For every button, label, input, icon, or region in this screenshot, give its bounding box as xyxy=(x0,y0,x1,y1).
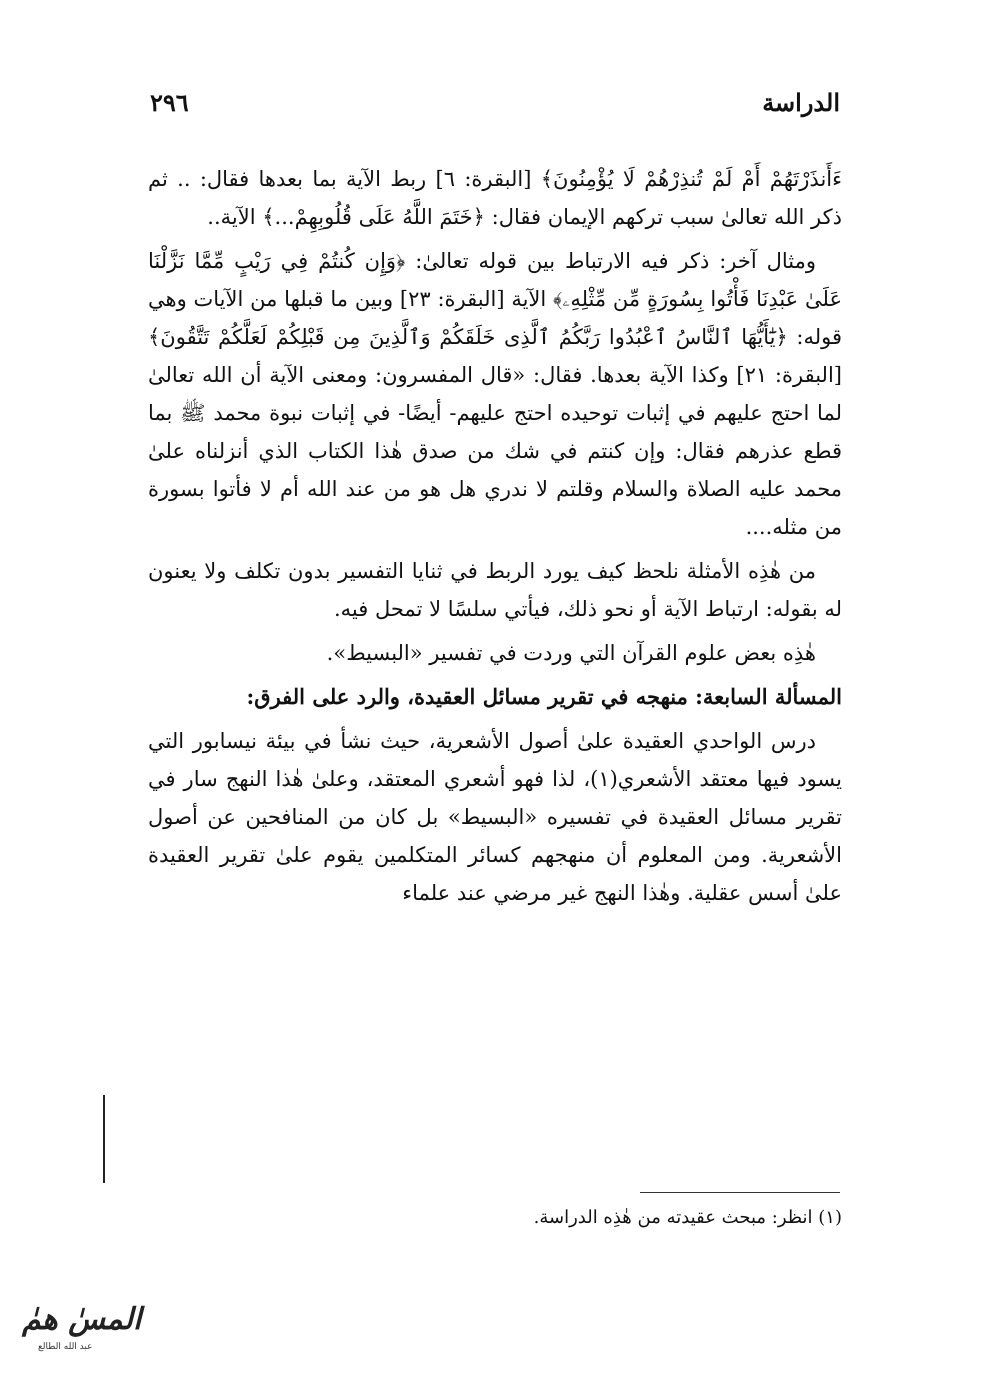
main-text xyxy=(148,160,842,918)
logo-calligraphy: المسٰ همٰ xyxy=(22,1302,142,1337)
section-heading: المسألة السابعة: منهجه في تقرير مسائل العقيدة، والرد على الفرق: xyxy=(246,684,842,709)
page-header xyxy=(150,88,840,128)
margin-line xyxy=(103,1095,105,1183)
paragraph: من هٰذِه الأمثلة نلحظ كيف يورد الربط في ثنايا التفسير بدون تكلف ولا يعنون له بقوله: ارتباط الآية أو نحو ذلك، فيأتي سلسًا لا تمحل فيه. xyxy=(148,559,842,621)
paragraph: ءَأَنذَرْتَهُمْ أَمْ لَمْ تُنذِرْهُمْ لَا يُؤْمِنُونَ﴾ [البقرة: ٦] ربط الآية بما بعدها فقال: .. ثم ذكر الله تعالىٰ سبب تركهم الإيمان فقال: ﴿خَتَمَ اللَّهُ عَلَى قُلُوبِهِمْ...﴾ الآية.. xyxy=(148,167,842,229)
logo-subtext: عبد الله الطالع xyxy=(38,1342,93,1352)
paragraph: هٰذِه بعض علوم القرآن التي وردت في تفسير «البسيط». xyxy=(326,641,816,665)
paragraph: ومثال آخر: ذكر فيه الارتباط بين قوله تعالىٰ: ﴿وَإِن كُنتُمْ فِي رَيْبٍ مِّمَّا نَزَّلْنَا عَلَىٰ عَبْدِنَا فَأْتُوا بِسُورَةٍ مِّن مِّثْلِهِۦ﴾ الآية [البقرة: ٢٣] وبين ما قبلها من الآيات وهي قوله: ﴿يَٰٓأَيُّهَا ٱلنَّاسُ ٱعْبُدُوا رَبَّكُمُ ٱلَّذِى خَلَقَكُمْ وَٱلَّذِينَ مِن قَبْلِكُمْ لَعَلَّكُمْ تَتَّقُونَ﴾ [البقرة: ٢١] وكذا الآية بعدها. فقال: «قال المفسرون: ومعنى الآية أن الله تعالىٰ لما احتج عليهم في إثبات توحيده احتج عليهم- أيضًا- في إثبات نبوة محمد ﷺ بما قطع عذرهم فقال: وإن كنتم في شك من صدق هٰذا الكتاب الذي أنزلناه علىٰ محمد عليه الصلاة والسلام وقلتم لا ندري هل هو من عند الله أم لا فأتوا بسورة من مثله.... xyxy=(148,249,842,539)
paragraph: درس الواحدي العقيدة علىٰ أصول الأشعرية، حيث نشأ في بيئة نيسابور التي يسود فيها معتقد الأشعري(١)، لذا فهو أشعري المعتقد، وعلىٰ هٰذا النهج سار في تقرير مسائل العقيدة في تفسيره «البسيط» بل كان من المنافحين عن أصول الأشعرية. ومن المعلوم أن منهجهم كسائر المتكلمين يقوم علىٰ تقرير العقيدة علىٰ أسس عقلية. وهٰذا النهج غير مرضي عند علماء xyxy=(148,729,843,905)
running-title: الدراسة xyxy=(762,88,840,117)
page-number: ٢٩٦ xyxy=(150,88,189,117)
publisher-logo xyxy=(10,1300,150,1360)
footnote-separator xyxy=(640,1192,840,1193)
footnote: (١) انظر: مبحث عقيدته من هٰذِه الدراسة. xyxy=(533,1207,842,1228)
